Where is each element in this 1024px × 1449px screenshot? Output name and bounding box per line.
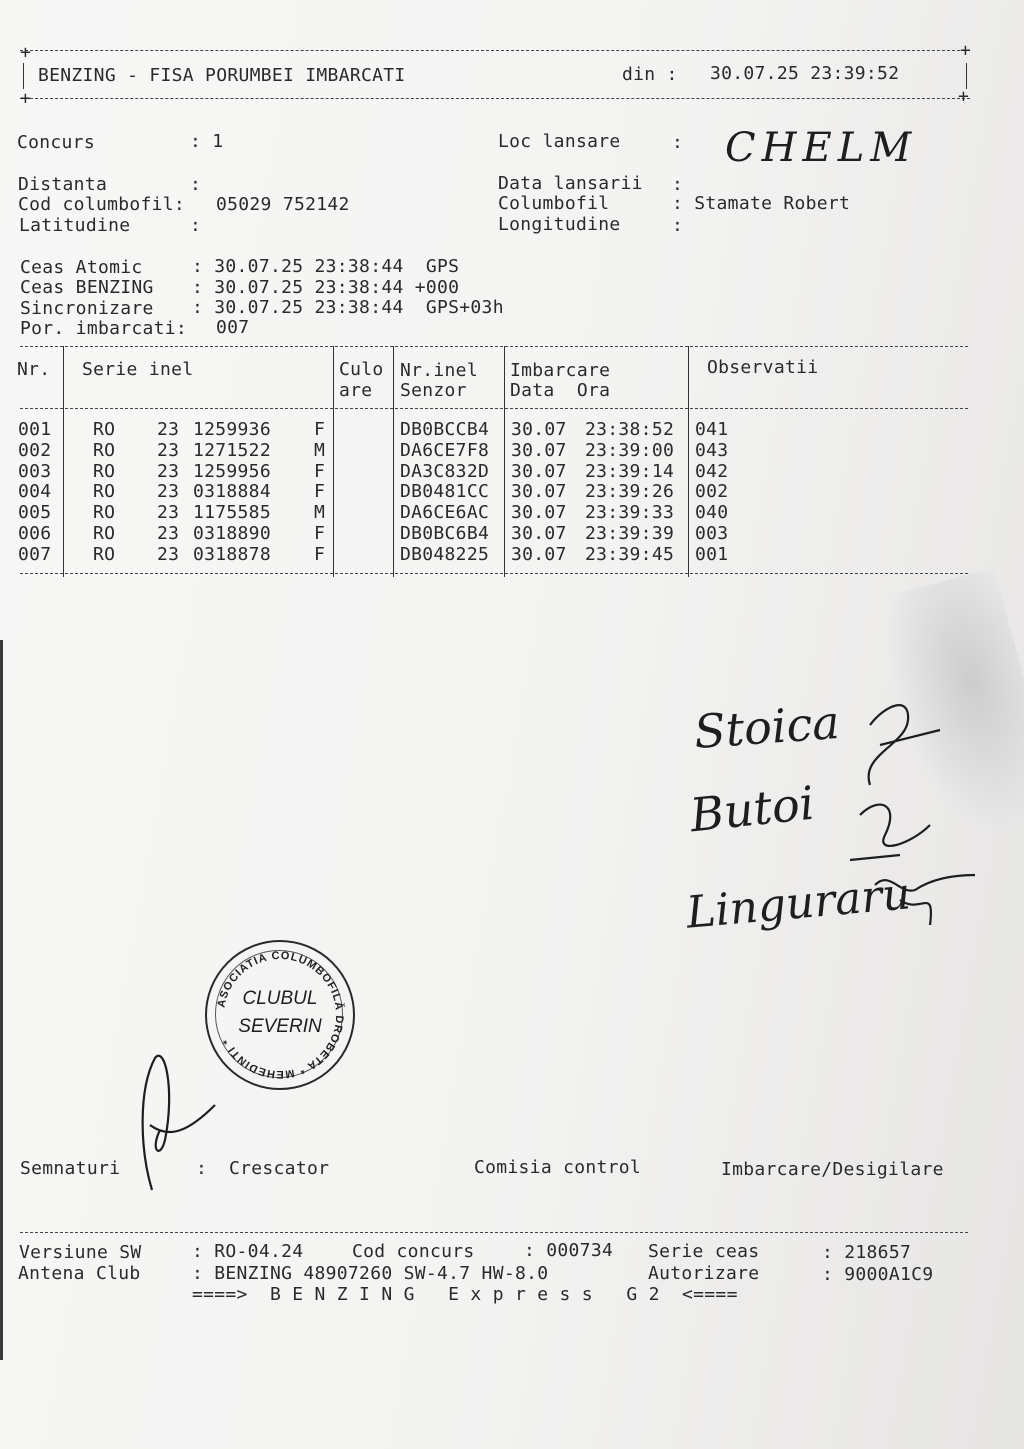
por-imbarcati-label: Por. imbarcati:: [20, 318, 188, 339]
ceas-atomic-value: : 30.07.25 23:38:44 GPS: [192, 256, 460, 277]
din-label: din :: [622, 64, 678, 85]
distanta-label: Distanta: [18, 174, 108, 195]
cell-sex: F: [314, 481, 326, 503]
cod-columbofil-value: 05029 752142: [216, 194, 350, 215]
handwritten-name-2: Butoi: [687, 775, 817, 843]
benzing-express-banner: ====> B E N Z I N G E x p r e s s G 2 <====: [192, 1284, 738, 1305]
footer-top-border: [20, 1232, 968, 1233]
table-bottom-border: [20, 573, 968, 574]
cell-senzor: DA3C832D: [400, 460, 490, 482]
cell-data: 30.07: [511, 523, 567, 544]
cell-data: 30.07: [511, 419, 567, 440]
versiune-sw-value: : RO-04.24: [192, 1241, 304, 1262]
col-header-serie: Serie inel: [82, 359, 194, 380]
cell-inel: 1259936: [193, 419, 271, 440]
data-lansarii-value: :: [672, 174, 684, 195]
cell-nr: 006: [18, 523, 52, 544]
header-bottom-border: [20, 98, 970, 99]
sincronizare-label: Sincronizare: [20, 298, 154, 319]
cell-an: 23: [157, 502, 180, 524]
cell-observatii: 042: [695, 460, 729, 482]
cell-senzor: DB0BCCB4: [400, 419, 490, 440]
cell-an: 23: [157, 481, 180, 503]
cell-data: 30.07: [511, 481, 567, 503]
ceas-atomic-label: Ceas Atomic: [20, 257, 143, 278]
cell-observatii: 001: [695, 543, 729, 565]
serie-ceas-value: : 218657: [822, 1242, 912, 1263]
header-left-border: [23, 63, 24, 89]
col-sep-2: [333, 346, 334, 577]
col-sep-3: [393, 346, 394, 577]
cell-sex: F: [314, 460, 326, 482]
cell-ora: 23:38:52: [585, 419, 675, 440]
concurs-label: Concurs: [17, 132, 95, 153]
cell-inel: 0318878: [193, 543, 271, 565]
cell-nr: 003: [18, 460, 52, 482]
antena-club-label: Antena Club: [18, 1263, 141, 1284]
cell-observatii: 040: [695, 502, 729, 524]
col-header-imbarcare-1: Imbarcare: [510, 360, 611, 381]
col-header-senzor-1: Nr.inel: [400, 360, 478, 381]
svg-text:ASOCIATIA COLUMBOFILĂ DROBETA: ASOCIATIA COLUMBOFILĂ DROBETA * MEHEDINTI *: [215, 949, 346, 1081]
stamp-line-2: SEVERIN: [238, 1016, 322, 1037]
col-header-imbarcare-2: Data Ora: [510, 380, 611, 401]
crescator-label: Crescator: [229, 1158, 330, 1179]
handwritten-name-1: Stoica: [692, 694, 842, 760]
cell-ora: 23:39:26: [585, 481, 675, 503]
cell-ora: 23:39:39: [585, 523, 675, 544]
ceas-benzing-label: Ceas BENZING: [20, 277, 154, 298]
cell-nr: 007: [18, 543, 52, 565]
autorizare-value: : 9000A1C9: [822, 1264, 934, 1285]
loc-lansare-label: Loc lansare: [498, 131, 621, 152]
cell-tara: RO: [93, 419, 116, 440]
data-lansarii-label: Data lansarii: [498, 173, 643, 194]
col-sep-1: [63, 346, 64, 577]
cell-an: 23: [157, 523, 180, 544]
latitudine-label: Latitudine: [19, 215, 131, 236]
handwritten-name-3: Linguraru: [684, 868, 913, 939]
cell-ora: 23:39:00: [585, 439, 675, 461]
cell-senzor: DB0481CC: [400, 481, 490, 503]
cell-sex: F: [314, 543, 326, 565]
header-corner-br: +: [958, 86, 970, 107]
cell-an: 23: [157, 543, 180, 565]
cell-inel: 0318890: [193, 523, 271, 544]
paper-edge: [0, 640, 3, 1360]
cod-columbofil-label: Cod columbofil:: [18, 194, 186, 215]
cell-inel: 0318884: [193, 481, 271, 503]
signature-scribbles: [840, 685, 980, 945]
cell-tara: RO: [93, 481, 116, 503]
cell-senzor: DA6CE6AC: [400, 502, 490, 524]
cell-tara: RO: [93, 439, 116, 461]
loc-lansare-handwritten: CHELM: [725, 125, 918, 171]
cell-data: 30.07: [511, 439, 567, 461]
header-corner-bl: +: [20, 88, 32, 109]
concurs-value: : 1: [190, 131, 224, 152]
cell-an: 23: [157, 439, 180, 461]
col-sep-5: [688, 346, 689, 577]
cell-tara: RO: [93, 523, 116, 544]
cell-sex: M: [314, 439, 326, 461]
loc-lansare-sep: :: [672, 132, 684, 153]
cell-senzor: DA6CE7F8: [400, 439, 490, 461]
cell-ora: 23:39:14: [585, 460, 675, 482]
cell-nr: 001: [18, 419, 52, 440]
columbofil-label: Columbofil: [498, 193, 610, 214]
autorizare-label: Autorizare: [648, 1263, 760, 1284]
cell-senzor: DB0BC6B4: [400, 523, 490, 544]
crescator-signature: [130, 1050, 230, 1200]
cell-an: 23: [157, 460, 180, 482]
cell-observatii: 002: [695, 481, 729, 503]
cod-concurs-label: Cod concurs: [352, 1241, 475, 1262]
cod-concurs-value: : 000734: [524, 1240, 614, 1261]
cell-observatii: 003: [695, 523, 729, 544]
cell-nr: 004: [18, 481, 52, 503]
cell-sex: F: [314, 419, 326, 440]
imbarcare-desigilare-label: Imbarcare/Desigilare: [721, 1159, 944, 1180]
ceas-benzing-value: : 30.07.25 23:38:44 +000: [192, 277, 460, 298]
longitudine-label: Longitudine: [498, 214, 621, 235]
cell-inel: 1175585: [193, 502, 271, 524]
col-sep-4: [504, 346, 505, 577]
col-header-senzor-2: Senzor: [400, 380, 467, 401]
comisia-control-label: Comisia control: [474, 1157, 642, 1178]
cell-an: 23: [157, 419, 180, 440]
serie-ceas-label: Serie ceas: [648, 1241, 760, 1262]
longitudine-value: :: [672, 215, 684, 236]
print-datetime: 30.07.25 23:39:52: [710, 63, 900, 84]
cell-data: 30.07: [511, 543, 567, 565]
versiune-sw-label: Versiune SW: [19, 1242, 142, 1263]
sincronizare-value: : 30.07.25 23:38:44 GPS+03h: [192, 297, 504, 318]
header-top-border: [20, 50, 970, 51]
columbofil-value: : Stamate Robert: [672, 193, 851, 214]
col-header-observatii: Observatii: [707, 357, 819, 378]
cell-data: 30.07: [511, 502, 567, 524]
cell-tara: RO: [93, 543, 116, 565]
cell-sex: M: [314, 502, 326, 524]
col-header-culoare-2: are: [339, 380, 373, 401]
col-header-culoare-1: Culo: [339, 359, 384, 380]
cell-inel: 1271522: [193, 439, 271, 461]
cell-nr: 005: [18, 502, 52, 524]
cell-nr: 002: [18, 439, 52, 461]
header-corner-tl: +: [20, 42, 32, 63]
cell-ora: 23:39:33: [585, 502, 675, 524]
table-header-border: [20, 408, 968, 409]
cell-sex: F: [314, 523, 326, 544]
antena-club-value: : BENZING 48907260 SW-4.7 HW-8.0: [192, 1263, 549, 1284]
latitudine-value: :: [190, 215, 202, 236]
semnaturi-sep: :: [196, 1158, 208, 1179]
distanta-value: :: [190, 174, 202, 195]
cell-tara: RO: [93, 460, 116, 482]
cell-observatii: 043: [695, 439, 729, 461]
cell-ora: 23:39:45: [585, 543, 675, 565]
col-header-nr: Nr.: [17, 359, 51, 380]
cell-inel: 1259956: [193, 460, 271, 482]
por-imbarcati-value: 007: [216, 317, 250, 338]
cell-data: 30.07: [511, 460, 567, 482]
table-top-border: [20, 346, 968, 347]
stamp-line-1: CLUBUL: [242, 988, 318, 1009]
semnaturi-label: Semnaturi: [20, 1158, 121, 1179]
header-corner-tr: +: [960, 40, 972, 61]
cell-senzor: DB048225: [400, 543, 490, 565]
document-title: BENZING - FISA PORUMBEI IMBARCATI: [38, 65, 406, 86]
cell-tara: RO: [93, 502, 116, 524]
cell-observatii: 041: [695, 419, 729, 440]
